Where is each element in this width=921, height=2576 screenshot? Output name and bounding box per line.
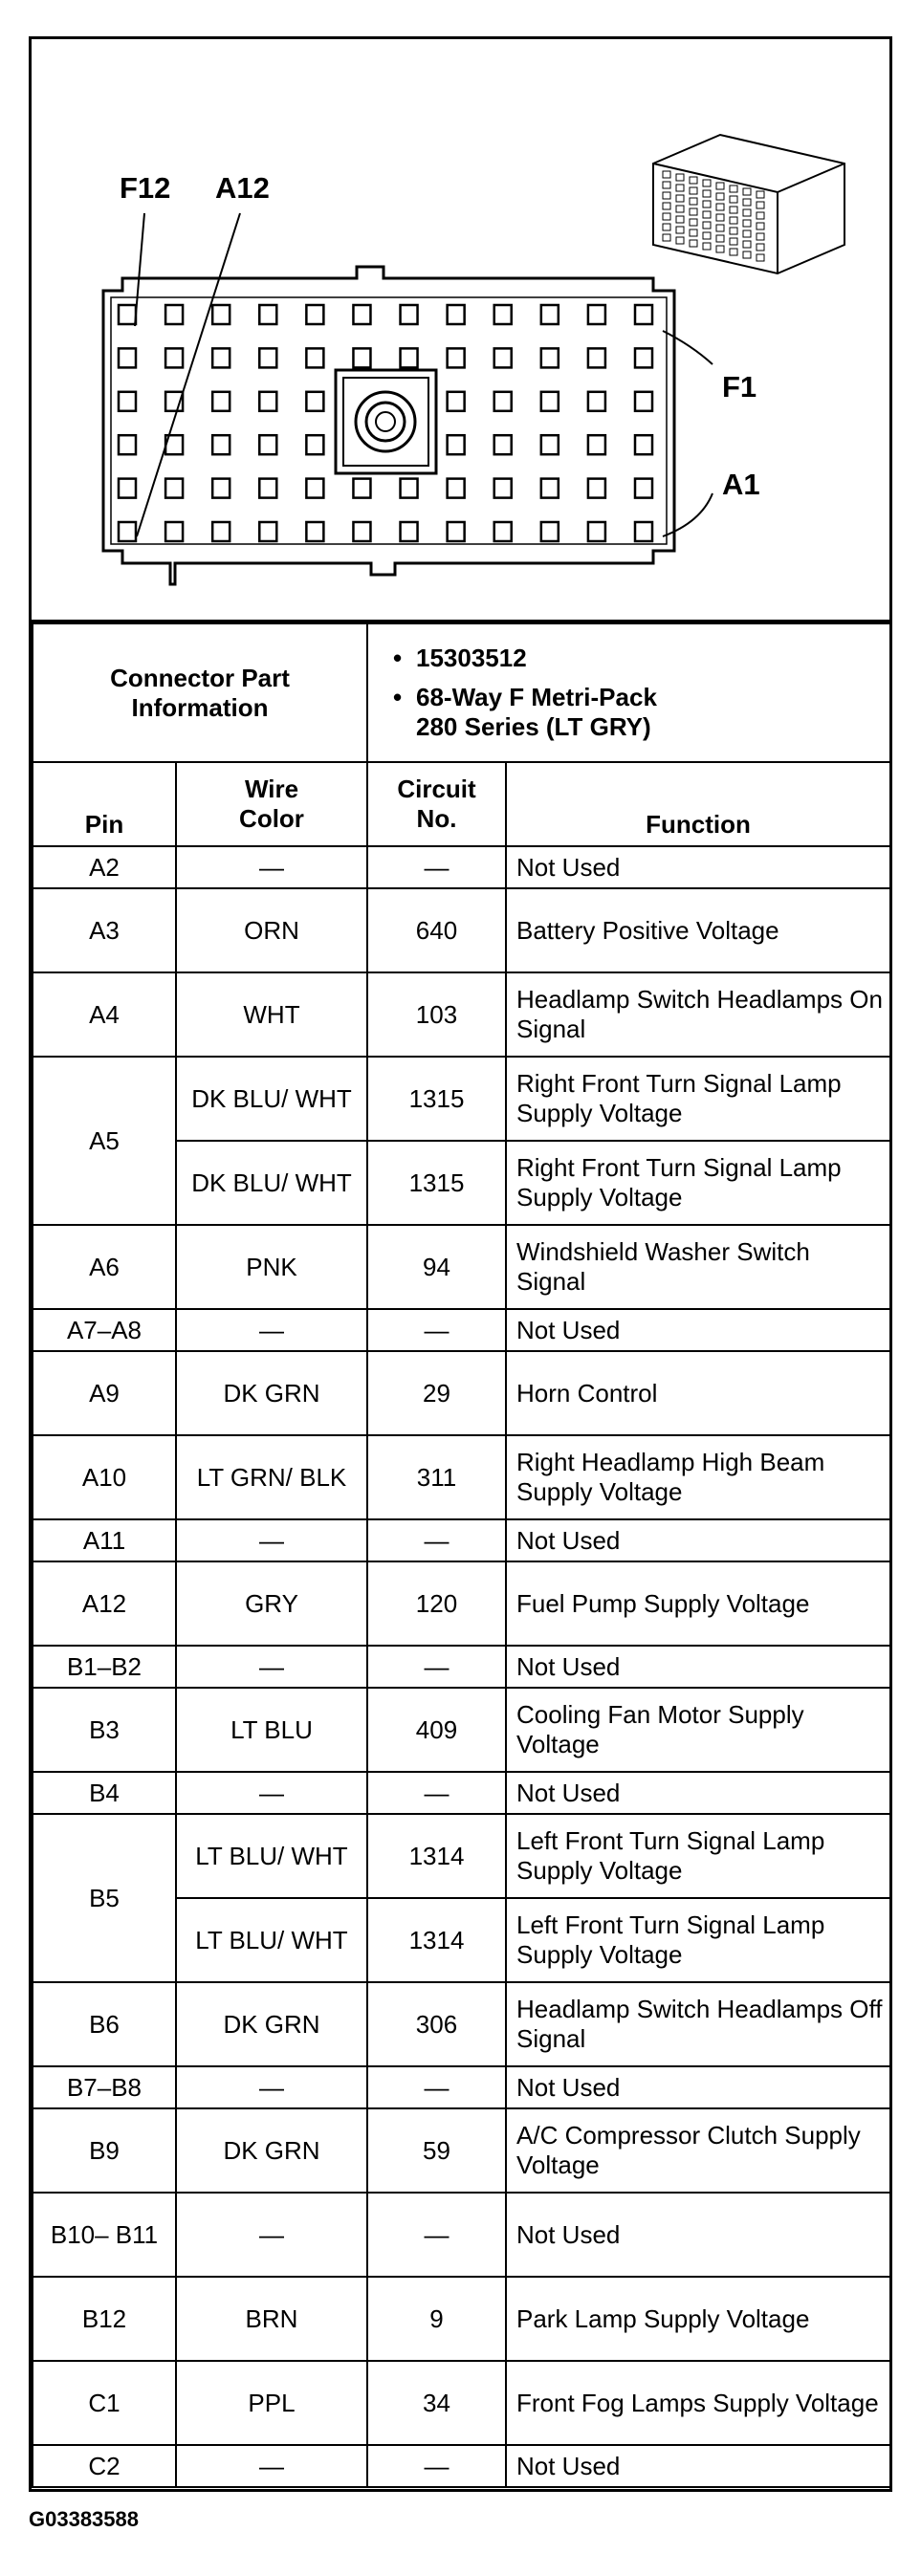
function-cell: Left Front Turn Signal Lamp Supply Voltage — [506, 1814, 890, 1898]
pin-cavity — [401, 522, 418, 541]
wire-color-cell: DK BLU/ WHT — [176, 1057, 367, 1141]
function-cell: Horn Control — [506, 1351, 890, 1435]
function-cell: Front Fog Lamps Supply Voltage — [506, 2361, 890, 2445]
function-cell: A/C Compressor Clutch Supply Voltage — [506, 2108, 890, 2193]
function-cell: Park Lamp Supply Voltage — [506, 2277, 890, 2361]
circuit-no-cell: 640 — [367, 888, 506, 972]
pin-cell: A4 — [33, 972, 176, 1057]
pinout-table — [32, 622, 891, 2488]
header-function: Function — [506, 762, 890, 846]
pin-cell: A12 — [33, 1561, 176, 1646]
circuit-no-cell: — — [367, 2193, 506, 2277]
pin-cavity — [401, 305, 418, 324]
wire-color-cell: LT BLU/ WHT — [176, 1898, 367, 1982]
pin-cell: B5 — [33, 1814, 176, 1982]
pin-cavity — [541, 305, 559, 324]
pin-cavity — [448, 435, 465, 454]
pin-cavity — [494, 392, 512, 411]
wire-color-cell: — — [176, 846, 367, 888]
pin-cavity — [306, 479, 323, 498]
pin-cell: A5 — [33, 1057, 176, 1225]
pin-cell: B12 — [33, 2277, 176, 2361]
pin-cavity — [448, 348, 465, 367]
wire-color-cell: — — [176, 2445, 367, 2487]
function-cell: Not Used — [506, 1772, 890, 1814]
circuit-no-cell: 311 — [367, 1435, 506, 1519]
pin-cavity — [212, 348, 230, 367]
wire-color-cell: — — [176, 2193, 367, 2277]
function-cell: Not Used — [506, 2066, 890, 2108]
pin-cavity — [494, 435, 512, 454]
header-pin: Pin — [33, 762, 176, 846]
table-row — [33, 846, 890, 888]
pin-cavity — [635, 479, 652, 498]
pin-cavity — [306, 522, 323, 541]
wire-color-cell: PPL — [176, 2361, 367, 2445]
pin-cavity — [588, 479, 605, 498]
pin-cavity — [259, 435, 276, 454]
pin-cavity — [259, 522, 276, 541]
wire-color-cell: ORN — [176, 888, 367, 972]
pin-cavity — [635, 305, 652, 324]
wire-color-cell: WHT — [176, 972, 367, 1057]
function-cell: Windshield Washer Switch Signal — [506, 1225, 890, 1309]
pin-cavity — [588, 392, 605, 411]
connector-description: • 68-Way F Metri-Pack — [393, 683, 657, 712]
function-cell: Right Headlamp High Beam Supply Voltage — [506, 1435, 890, 1519]
table-row — [33, 1688, 890, 1772]
connector-part-information-label: Connector Part Information — [33, 623, 367, 762]
function-cell: Not Used — [506, 1519, 890, 1561]
table-row — [33, 2193, 890, 2277]
wire-color-cell: — — [176, 1519, 367, 1561]
table-row — [33, 2108, 890, 2193]
function-cell: Headlamp Switch Headlamps Off Signal — [506, 1982, 890, 2066]
circuit-no-cell: 34 — [367, 2361, 506, 2445]
table-header-row — [33, 762, 890, 846]
function-cell: Not Used — [506, 1646, 890, 1688]
pin-cavity — [165, 479, 183, 498]
pin-cell: A9 — [33, 1351, 176, 1435]
pin-cavity — [212, 305, 230, 324]
wire-color-cell: LT BLU/ WHT — [176, 1814, 367, 1898]
pin-cavity — [259, 392, 276, 411]
table-row — [33, 2361, 890, 2445]
pin-cavity — [212, 479, 230, 498]
table-row — [33, 888, 890, 972]
circuit-no-cell: 120 — [367, 1561, 506, 1646]
connector-diagram — [32, 39, 889, 622]
table-row — [33, 1982, 890, 2066]
pin-cavity — [119, 522, 136, 541]
wire-color-cell: — — [176, 2066, 367, 2108]
table-row — [33, 1309, 890, 1351]
pin-cell: C2 — [33, 2445, 176, 2487]
circuit-no-cell: 306 — [367, 1982, 506, 2066]
pin-cavity — [353, 305, 370, 324]
pin-cell: A6 — [33, 1225, 176, 1309]
pin-cavity — [448, 392, 465, 411]
pin-cavity — [588, 522, 605, 541]
connector-document — [29, 36, 892, 2492]
pin-cavity — [165, 348, 183, 367]
table-row — [33, 1351, 890, 1435]
pin-cavity — [541, 348, 559, 367]
function-cell: Not Used — [506, 846, 890, 888]
pin-cavity — [494, 305, 512, 324]
circuit-no-cell: — — [367, 846, 506, 888]
pin-cavity — [259, 348, 276, 367]
pin-cavity — [119, 435, 136, 454]
pin-cavity — [165, 522, 183, 541]
pin-cavity — [306, 305, 323, 324]
pin-cavity — [119, 348, 136, 367]
wire-color-cell: — — [176, 1309, 367, 1351]
pin-cavity — [353, 522, 370, 541]
pin-cell: B4 — [33, 1772, 176, 1814]
circuit-no-cell: 94 — [367, 1225, 506, 1309]
pin-cavity — [401, 348, 418, 367]
function-cell: Headlamp Switch Headlamps On Signal — [506, 972, 890, 1057]
pin-cavity — [588, 435, 605, 454]
function-cell: Battery Positive Voltage — [506, 888, 890, 972]
table-row — [33, 1519, 890, 1561]
circuit-no-cell: — — [367, 1772, 506, 1814]
function-cell: Not Used — [506, 2445, 890, 2487]
pin-cavity — [401, 479, 418, 498]
table-row — [33, 1772, 890, 1814]
pin-cavity — [259, 305, 276, 324]
wire-color-cell: — — [176, 1772, 367, 1814]
part-number: • 15303512 — [393, 644, 527, 673]
label-a1: A1 — [722, 468, 760, 501]
pin-cavity — [448, 479, 465, 498]
pin-cavity — [212, 392, 230, 411]
function-cell: Not Used — [506, 1309, 890, 1351]
wire-color-cell: BRN — [176, 2277, 367, 2361]
table-row — [33, 2277, 890, 2361]
table-row — [33, 2445, 890, 2487]
pin-cavity — [448, 522, 465, 541]
wire-color-cell: DK GRN — [176, 1351, 367, 1435]
function-cell: Right Front Turn Signal Lamp Supply Voltage — [506, 1141, 890, 1225]
header-wire-color: Wire Color — [176, 762, 367, 846]
figure-id: G03383588 — [29, 2507, 139, 2531]
connector-info-row — [33, 623, 890, 762]
pin-cavity — [306, 348, 323, 367]
connector-3d-icon — [653, 135, 844, 273]
pin-cavity — [119, 479, 136, 498]
circuit-no-cell: 103 — [367, 972, 506, 1057]
wire-color-cell: DK GRN — [176, 2108, 367, 2193]
pin-cell: A3 — [33, 888, 176, 972]
circuit-no-cell: — — [367, 1309, 506, 1351]
pin-cell: C1 — [33, 2361, 176, 2445]
pin-cell: A11 — [33, 1519, 176, 1561]
pin-cavity — [541, 522, 559, 541]
circuit-no-cell: 1314 — [367, 1898, 506, 1982]
pin-cavity — [212, 522, 230, 541]
table-row — [33, 2066, 890, 2108]
wire-color-cell: DK BLU/ WHT — [176, 1141, 367, 1225]
wire-color-cell: LT GRN/ BLK — [176, 1435, 367, 1519]
pin-cavity — [588, 305, 605, 324]
function-cell: Left Front Turn Signal Lamp Supply Voltage — [506, 1898, 890, 1982]
table-row — [33, 1561, 890, 1646]
connector-part-information-value: • 15303512 • 68-Way F Metri-Pack 280 Series (LT GRY) — [367, 623, 890, 762]
pin-cavity — [119, 392, 136, 411]
pin-cavity — [635, 435, 652, 454]
circuit-no-cell: 29 — [367, 1351, 506, 1435]
circuit-no-cell: 1315 — [367, 1141, 506, 1225]
circuit-no-cell: 1315 — [367, 1057, 506, 1141]
pin-cell: B10– B11 — [33, 2193, 176, 2277]
function-cell: Not Used — [506, 2193, 890, 2277]
wire-color-cell: GRY — [176, 1561, 367, 1646]
function-cell: Cooling Fan Motor Supply Voltage — [506, 1688, 890, 1772]
circuit-no-cell: — — [367, 1519, 506, 1561]
pin-cavity — [541, 479, 559, 498]
pin-cavity — [353, 479, 370, 498]
pin-cavity — [588, 348, 605, 367]
wire-color-cell: — — [176, 1646, 367, 1688]
function-cell: Fuel Pump Supply Voltage — [506, 1561, 890, 1646]
table-row — [33, 1646, 890, 1688]
circuit-no-cell: — — [367, 1646, 506, 1688]
pin-cell: B1–B2 — [33, 1646, 176, 1688]
pin-cell: A10 — [33, 1435, 176, 1519]
pin-cavity — [494, 348, 512, 367]
wire-color-cell: DK GRN — [176, 1982, 367, 2066]
pin-cell: B6 — [33, 1982, 176, 2066]
pin-cavity — [306, 435, 323, 454]
pin-cell: B9 — [33, 2108, 176, 2193]
table-row — [33, 1225, 890, 1309]
table-row — [33, 972, 890, 1057]
wire-color-cell: PNK — [176, 1225, 367, 1309]
pin-cavity — [353, 348, 370, 367]
label-a12: A12 — [215, 171, 270, 205]
circuit-no-cell: — — [367, 2066, 506, 2108]
pin-cavity — [119, 305, 136, 324]
pin-cavity — [635, 348, 652, 367]
pin-cell: B3 — [33, 1688, 176, 1772]
header-circuit-no: Circuit No. — [367, 762, 506, 846]
label-f12: F12 — [120, 171, 171, 205]
circuit-no-cell: — — [367, 2445, 506, 2487]
pin-cell: A7–A8 — [33, 1309, 176, 1351]
pin-cavity — [541, 435, 559, 454]
pin-cavity — [165, 305, 183, 324]
pin-cell: A2 — [33, 846, 176, 888]
pin-cavity — [259, 479, 276, 498]
label-f1: F1 — [722, 370, 757, 404]
connector-face-drawing — [32, 39, 889, 622]
pin-cavity — [448, 305, 465, 324]
pin-cavity — [212, 435, 230, 454]
table-row — [33, 1435, 890, 1519]
pin-cavity — [306, 392, 323, 411]
circuit-no-cell: 9 — [367, 2277, 506, 2361]
pin-cavity — [494, 522, 512, 541]
wire-color-cell: LT BLU — [176, 1688, 367, 1772]
pin-cavity — [635, 522, 652, 541]
pin-cavity — [541, 392, 559, 411]
pin-cavity — [494, 479, 512, 498]
table-row — [33, 1814, 890, 1898]
pin-cavity — [635, 392, 652, 411]
table-row — [33, 1057, 890, 1141]
circuit-no-cell: 1314 — [367, 1814, 506, 1898]
pin-cell: B7–B8 — [33, 2066, 176, 2108]
circuit-no-cell: 409 — [367, 1688, 506, 1772]
circuit-no-cell: 59 — [367, 2108, 506, 2193]
function-cell: Right Front Turn Signal Lamp Supply Voltage — [506, 1057, 890, 1141]
